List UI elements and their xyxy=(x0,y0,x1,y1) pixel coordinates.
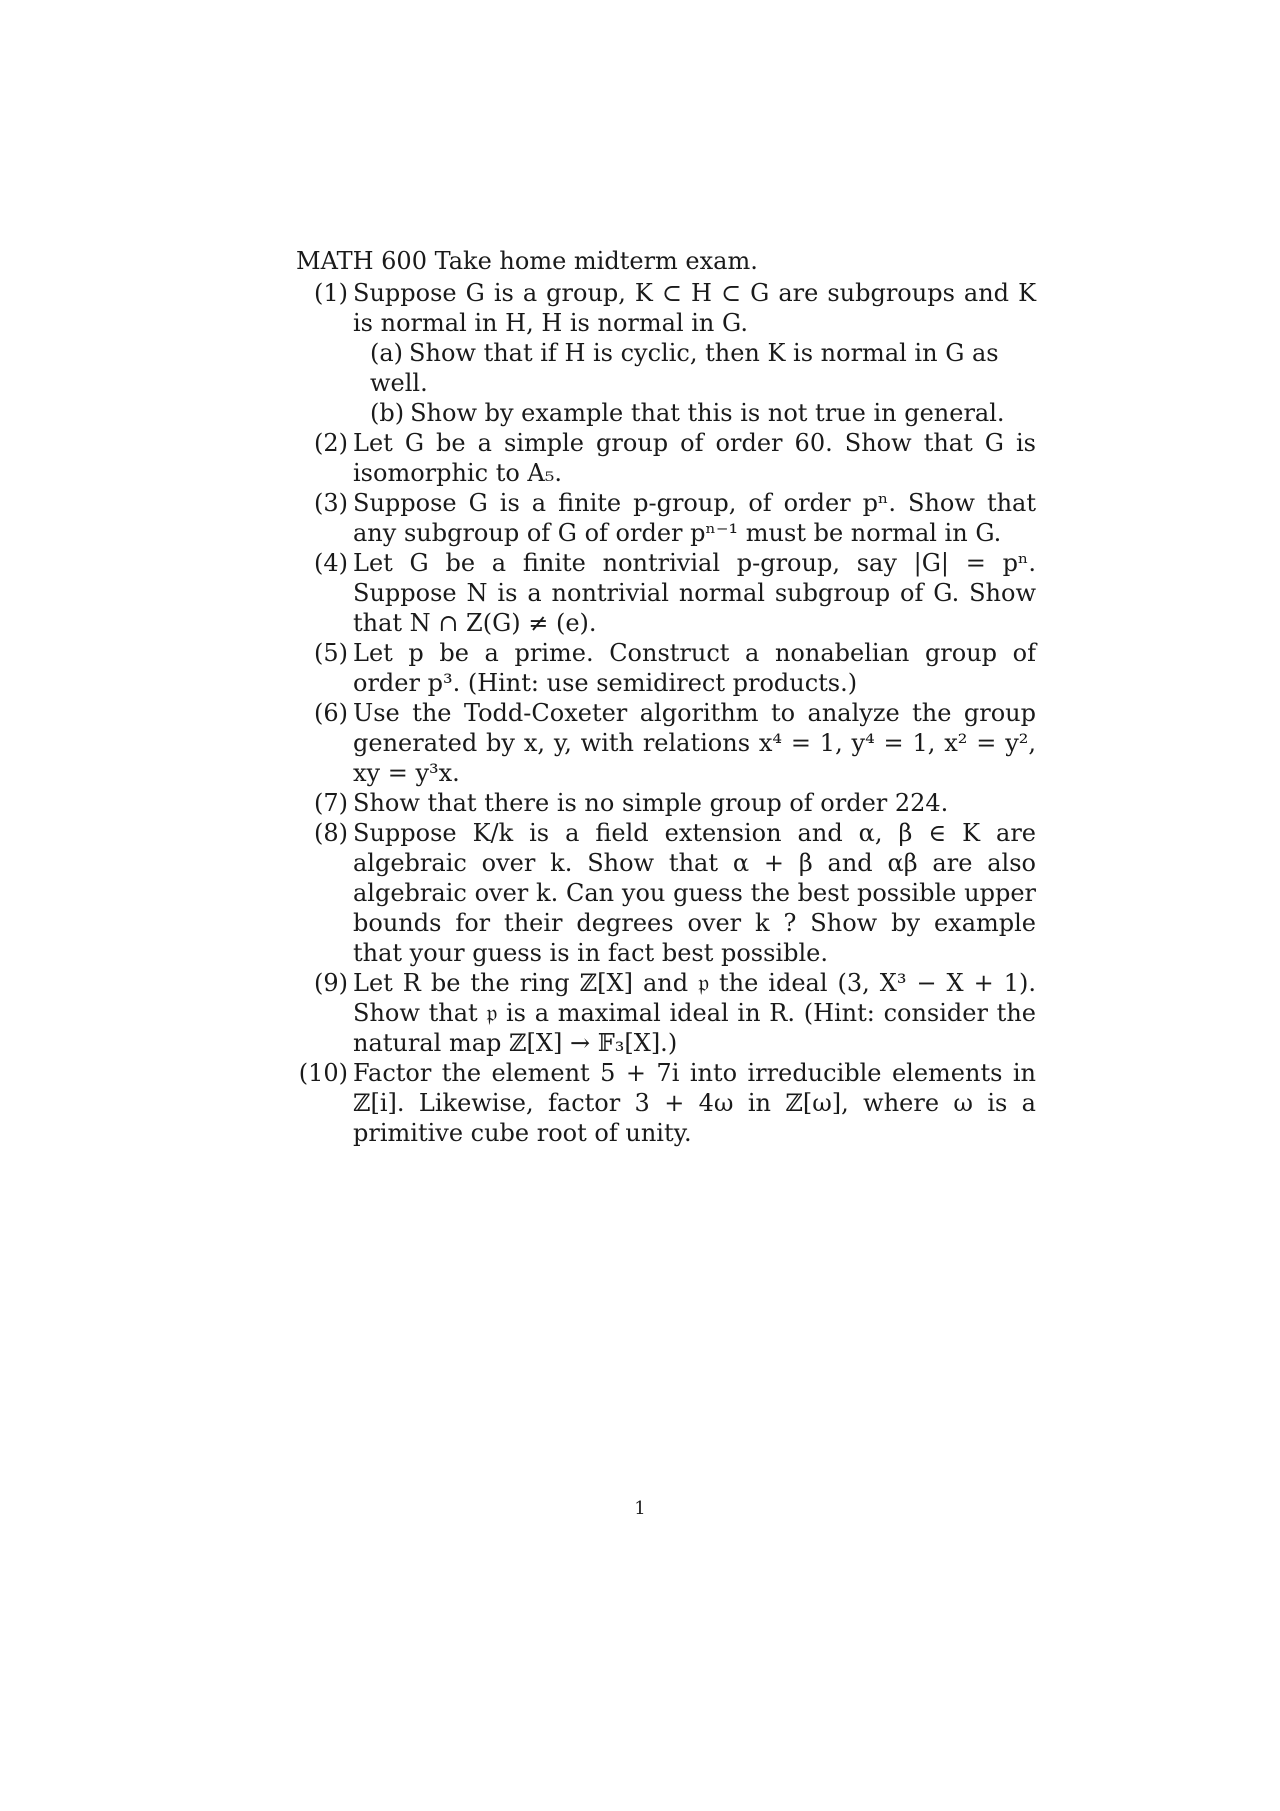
problem-3 xyxy=(296,488,1036,548)
problem-8 xyxy=(296,818,1036,968)
problem-7 xyxy=(296,788,1036,818)
problem-text: Let G be a simple group of order 60. Show that G is isomorphic to A₅. xyxy=(353,429,1036,487)
problem-number: (3) xyxy=(314,489,348,517)
problem-number: (1) xyxy=(314,279,348,307)
problem-5 xyxy=(296,638,1036,698)
problem-4 xyxy=(296,548,1036,638)
problem-number: (8) xyxy=(314,819,348,847)
problem-text: Let R be the ring ℤ[X] and 𝔭 the ideal (3, X³ − X + 1). Show that 𝔭 is a maximal ideal in R. (Hint: consider the natural map ℤ[X] → 𝔽₃[X].) xyxy=(353,969,1036,1057)
subpart-1b xyxy=(296,398,1036,428)
problem-text: Suppose G is a group, K ⊂ H ⊂ G are subgroups and K is normal in H, H is normal in G. xyxy=(353,279,1036,337)
problem-text: Let p be a prime. Construct a nonabelian group of order p³. (Hint: use semidirect products.) xyxy=(353,639,1036,697)
problem-text: Show that there is no simple group of order 224. xyxy=(353,789,949,817)
problem-number: (10) xyxy=(298,1059,348,1087)
problem-number: (7) xyxy=(314,789,348,817)
problem-number: (4) xyxy=(314,549,348,577)
subpart-text: Show that if H is cyclic, then K is normal in G as well. xyxy=(370,339,999,397)
problem-text: Suppose G is a finite p-group, of order pⁿ. Show that any subgroup of G of order pⁿ⁻¹ must be normal in G. xyxy=(353,489,1036,547)
problem-number: (2) xyxy=(314,429,348,457)
problem-text: Factor the element 5 + 7i into irreducible elements in ℤ[i]. Likewise, factor 3 + 4ω in ℤ[ω], where ω is a primitive cube root of unity. xyxy=(353,1059,1036,1147)
problem-number: (9) xyxy=(314,969,348,997)
problem-10 xyxy=(296,1058,1036,1148)
subpart-label: (b) xyxy=(370,399,405,427)
problem-text: Suppose K/k is a field extension and α, β ∈ K are algebraic over k. Show that α + β and αβ are also algebraic over k. Can you guess the best possible upper bounds for their degrees over k ? Show by example that your guess is in fact best possible. xyxy=(353,819,1036,967)
problem-6 xyxy=(296,698,1036,788)
subpart-label: (a) xyxy=(370,339,404,367)
exam-page xyxy=(296,246,1036,1148)
problem-text: Use the Todd-Coxeter algorithm to analyze the group generated by x, y, with relations x⁴ = 1, y⁴ = 1, x² = y², xy = y³x. xyxy=(353,699,1036,787)
subpart-1a xyxy=(296,338,1036,398)
problem-number: (5) xyxy=(314,639,348,667)
page-number: 1 xyxy=(634,1498,646,1519)
subpart-text: Show by example that this is not true in general. xyxy=(410,399,1005,427)
problem-text: Let G be a finite nontrivial p-group, say |G| = pⁿ. Suppose N is a nontrivial normal subgroup of G. Show that N ∩ Z(G) ≠ (e). xyxy=(353,549,1036,637)
problem-1 xyxy=(296,278,1036,338)
problem-9 xyxy=(296,968,1036,1058)
problem-number: (6) xyxy=(314,699,348,727)
exam-title: MATH 600 Take home midterm exam. xyxy=(296,247,758,275)
problem-2 xyxy=(296,428,1036,488)
